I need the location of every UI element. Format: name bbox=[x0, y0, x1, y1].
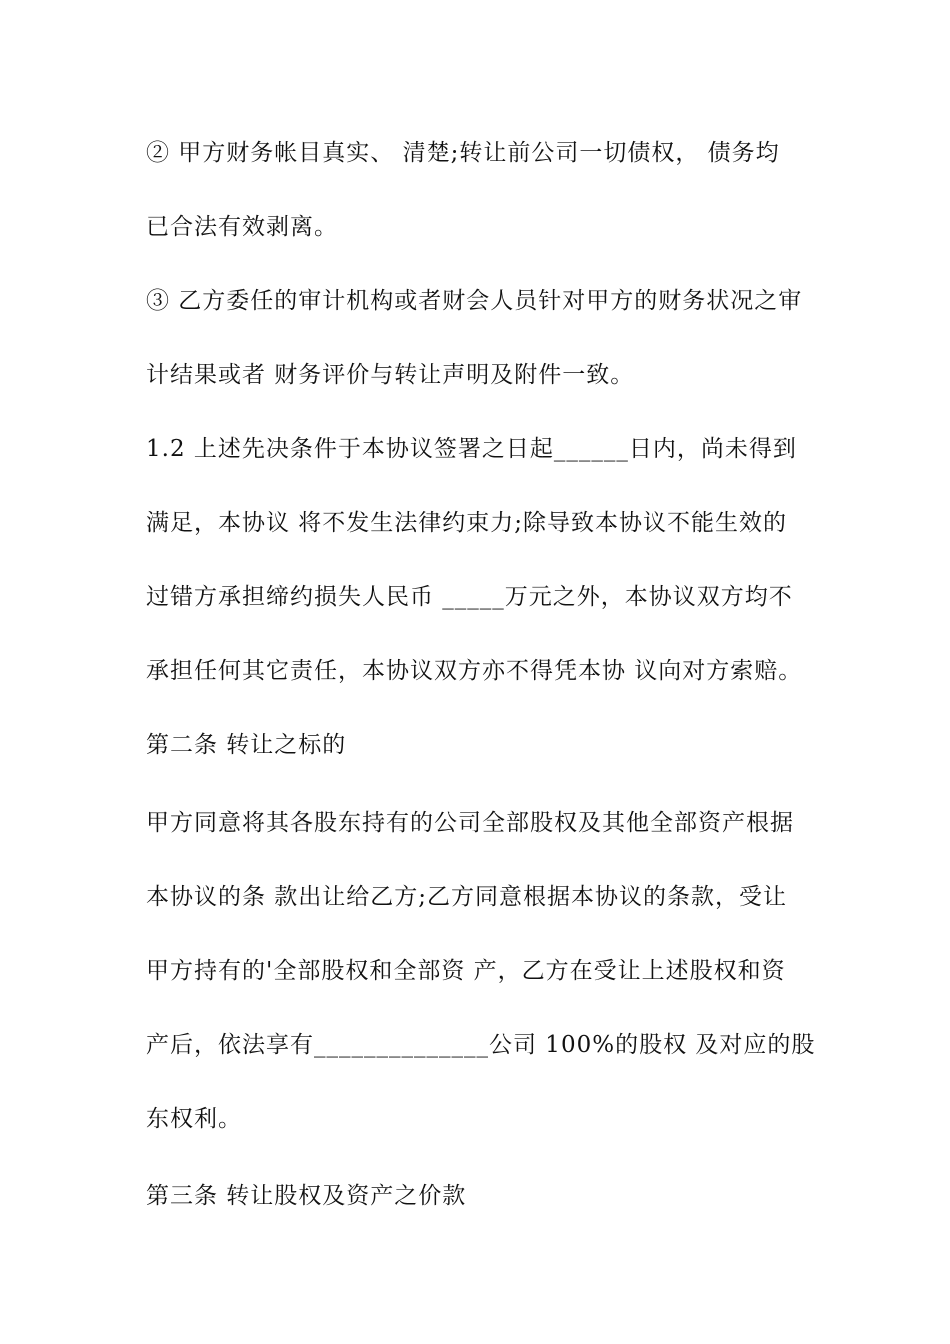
text-line: 承担任何其它责任，本协议双方亦不得凭本协 议向对方索赔。 bbox=[146, 658, 803, 684]
text-line: 本协议的条 款出让给乙方;乙方同意根据本协议的条款，受让 bbox=[146, 884, 788, 910]
text-line: ② 甲方财务帐目真实、 清楚;转让前公司一切债权， 债务均 bbox=[146, 140, 780, 166]
text-line: 产后，依法享有______________公司 100%的股权 及对应的股 bbox=[146, 1032, 816, 1058]
text-line: 计结果或者 财务评价与转让声明及附件一致。 bbox=[146, 362, 635, 388]
text-line: ③ 乙方委任的审计机构或者财会人员针对甲方的财务状况之审 bbox=[146, 288, 803, 314]
text-line: 已合法有效剥离。 bbox=[146, 214, 338, 240]
section-heading: 第三条 转让股权及资产之价款 bbox=[146, 1183, 467, 1209]
section-heading: 第二条 转让之标的 bbox=[146, 732, 347, 758]
text-line: 过错方承担缔约损失人民币 _____万元之外，本协议双方均不 bbox=[146, 584, 793, 610]
text-line: 东权利。 bbox=[146, 1106, 242, 1132]
text-line: 甲方同意将其各股东持有的公司全部股权及其他全部资产根据 bbox=[146, 810, 794, 836]
text-line: 甲方持有的'全部股权和全部资 产，乙方在受让上述股权和资 bbox=[146, 958, 786, 984]
text-line: 1.2 上述先决条件于本协议签署之日起______日内，尚未得到 bbox=[146, 436, 797, 462]
text-line: 满足，本协议 将不发生法律约束力;除导致本协议不能生效的 bbox=[146, 510, 788, 536]
